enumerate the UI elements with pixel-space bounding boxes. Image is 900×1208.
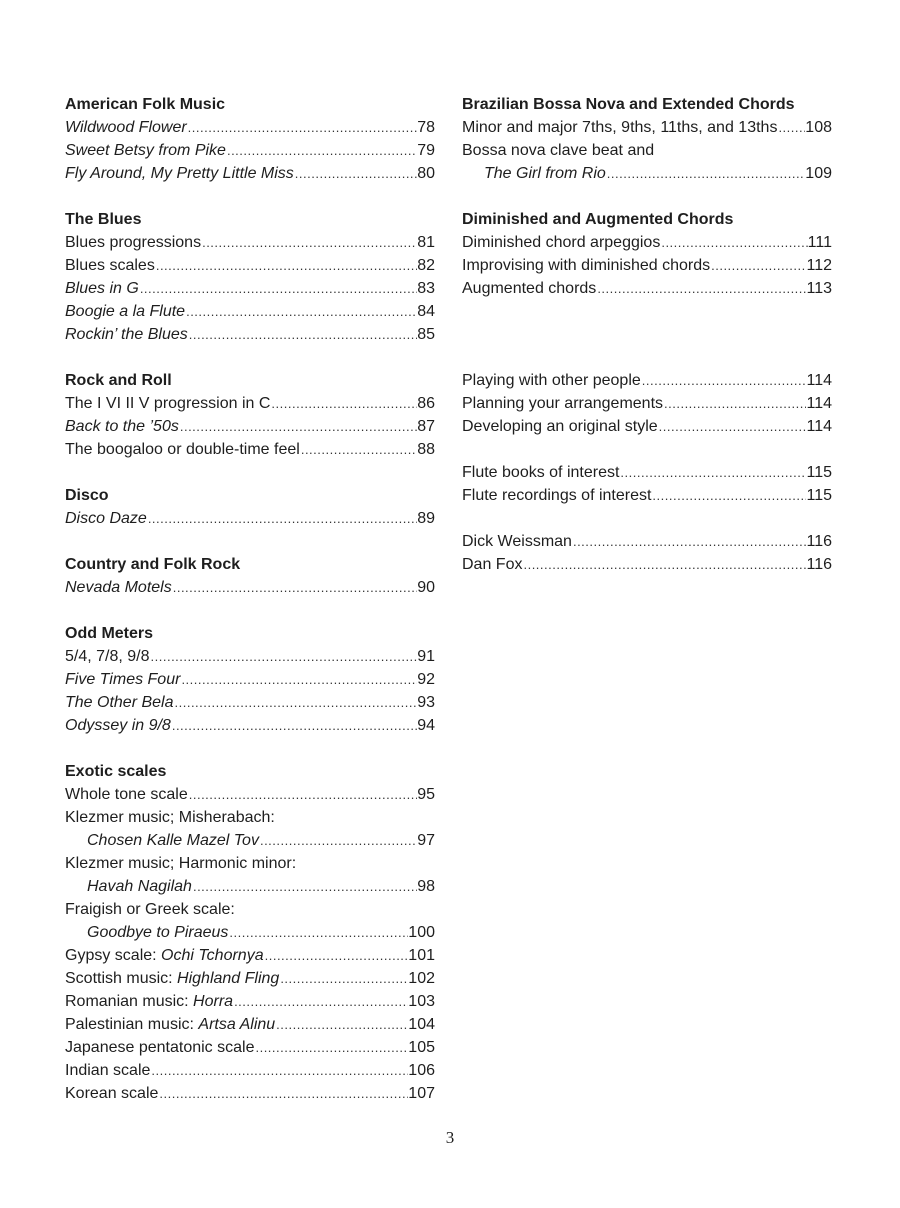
entry-text: Flute books of interest — [462, 464, 620, 481]
toc-entry-title — [65, 1059, 150, 1082]
toc-page-number: 103 — [408, 993, 435, 1010]
toc-entry-title — [462, 392, 663, 415]
dot-leader — [139, 277, 417, 300]
dot-leader — [179, 415, 417, 438]
toc-page-number: 93 — [417, 694, 435, 711]
toc-entry-title — [65, 829, 259, 852]
toc-entry-title — [462, 162, 606, 185]
toc-left-column — [65, 93, 435, 1105]
toc-page-number: 108 — [805, 119, 832, 136]
toc-entry[interactable] — [65, 944, 435, 967]
dot-leader — [663, 392, 806, 415]
section-gap — [462, 323, 832, 346]
toc-entry[interactable] — [462, 392, 832, 415]
toc-section — [462, 369, 832, 438]
toc-entry[interactable] — [462, 484, 832, 507]
entry-text: Korean scale — [65, 1085, 159, 1102]
dot-leader — [606, 162, 806, 185]
dot-leader — [710, 254, 806, 277]
toc-entry-lead: Klezmer music; Harmonic minor: — [65, 855, 297, 872]
song-title: Chosen Kalle Mazel Tov — [87, 832, 259, 849]
toc-entry[interactable] — [65, 829, 435, 852]
toc-entry[interactable] — [65, 783, 435, 806]
entry-text: The I VI II V progression in C — [65, 395, 271, 412]
entry-text: Gypsy scale: — [65, 947, 162, 964]
toc-entry[interactable] — [65, 277, 435, 300]
dot-leader — [185, 300, 417, 323]
dot-leader — [264, 944, 409, 967]
toc-entry-title — [65, 323, 188, 346]
song-title: Five Times Four — [65, 671, 181, 688]
toc-section — [462, 461, 832, 507]
dot-leader — [641, 369, 807, 392]
toc-page-number: 116 — [806, 556, 832, 573]
toc-page-number: 115 — [806, 464, 832, 481]
section-gap — [65, 530, 435, 553]
toc-entry[interactable] — [65, 231, 435, 254]
entry-text: Scottish music: — [65, 970, 178, 987]
toc-entry-title — [65, 875, 192, 898]
toc-entry[interactable] — [65, 162, 435, 185]
entry-text: Augmented chords — [462, 280, 597, 297]
dot-leader — [651, 484, 806, 507]
song-title: Blues in G — [65, 280, 139, 297]
toc-entry-title — [462, 553, 522, 576]
song-title: Disco Daze — [65, 510, 147, 527]
song-title: Goodbye to Piraeus — [87, 924, 229, 941]
toc-entry-lead: Fraigish or Greek scale: — [65, 901, 235, 918]
section-gap — [65, 599, 435, 622]
song-title: Back to the ’50s — [65, 418, 179, 435]
toc-entry-title — [65, 990, 233, 1013]
toc-entry-title — [65, 1013, 275, 1036]
toc-section — [65, 760, 435, 1105]
toc-entry-title — [462, 116, 777, 139]
entry-text: The boogaloo or double-time feel — [65, 441, 300, 458]
toc-section — [65, 369, 435, 461]
toc-entry-title — [462, 530, 572, 553]
section-gap — [462, 300, 832, 323]
toc-section — [65, 622, 435, 737]
entry-text: Developing an original style — [462, 418, 658, 435]
entry-text: Planning your arrangements — [462, 395, 664, 412]
dot-leader — [158, 1082, 408, 1105]
toc-entry-title — [65, 162, 294, 185]
toc-entry[interactable] — [65, 714, 435, 737]
dot-leader — [180, 668, 417, 691]
song-title: The Girl from Rio — [484, 165, 606, 182]
dot-leader — [522, 553, 806, 576]
toc-entry[interactable] — [65, 691, 435, 714]
toc-section — [462, 93, 832, 185]
toc-page-number: 106 — [408, 1062, 435, 1079]
toc-page-number: 92 — [417, 671, 435, 688]
song-title: Odyssey in 9/8 — [65, 717, 171, 734]
dot-leader — [201, 231, 417, 254]
toc-entry[interactable] — [65, 1059, 435, 1082]
dot-leader — [300, 438, 417, 461]
song-title: Nevada Motels — [65, 579, 172, 596]
toc-entry[interactable] — [65, 116, 435, 139]
toc-page-number: 80 — [417, 165, 435, 182]
toc-entry-title — [65, 944, 264, 967]
toc-section — [65, 553, 435, 599]
song-title: Boogie a la Flute — [65, 303, 186, 320]
song-title: Havah Nagilah — [87, 878, 192, 895]
toc-page-number: 115 — [806, 487, 832, 504]
toc-entry[interactable] — [462, 254, 832, 277]
song-title: The Other Bela — [65, 694, 174, 711]
toc-section — [462, 208, 832, 300]
toc-entry-title — [462, 254, 710, 277]
entry-text: Dan Fox — [462, 556, 523, 573]
toc-entry[interactable] — [462, 415, 832, 438]
toc-page-number: 98 — [417, 878, 435, 895]
dot-leader — [275, 1013, 408, 1036]
toc-entry-title — [65, 783, 188, 806]
toc-entry[interactable] — [65, 300, 435, 323]
dot-leader — [619, 461, 806, 484]
song-title: Wildwood Flower — [65, 119, 187, 136]
dot-leader — [174, 691, 418, 714]
entry-text: Improvising with diminished chords — [462, 257, 711, 274]
toc-page-number: 114 — [806, 395, 832, 412]
toc-page-number: 100 — [408, 924, 435, 941]
song-title: Horra — [193, 993, 234, 1010]
toc-entry-title — [65, 438, 300, 461]
toc-page-number: 107 — [408, 1085, 435, 1102]
toc-entry[interactable] — [65, 254, 435, 277]
toc-entry-title — [65, 714, 171, 737]
toc-page-number: 113 — [806, 280, 832, 297]
entry-text: Romanian music: — [65, 993, 194, 1010]
entry-text: Japanese pentatonic scale — [65, 1039, 255, 1056]
section-gap — [462, 346, 832, 369]
dot-leader — [155, 254, 417, 277]
toc-entry-title — [462, 277, 596, 300]
dot-leader — [226, 139, 417, 162]
toc-entry[interactable] — [65, 507, 435, 530]
section-gap — [462, 185, 832, 208]
toc-entry[interactable] — [462, 231, 832, 254]
toc-entry-title — [462, 369, 641, 392]
section-gap — [462, 438, 832, 461]
dot-leader — [259, 829, 417, 852]
toc-entry[interactable] — [65, 415, 435, 438]
toc-entry-title — [65, 254, 155, 277]
entry-text: Diminished chord arpeggios — [462, 234, 661, 251]
section-heading: Disco — [65, 487, 109, 504]
toc-entry-title — [65, 300, 185, 323]
toc-entry-title — [65, 415, 179, 438]
dot-leader — [172, 576, 417, 599]
toc-page-number: 84 — [417, 303, 435, 320]
toc-entry-lead: Bossa nova clave beat and — [462, 142, 655, 159]
toc-entry[interactable] — [462, 461, 832, 484]
toc-section — [462, 530, 832, 576]
dot-leader — [233, 990, 408, 1013]
entry-text: 5/4, 7/8, 9/8 — [65, 648, 150, 665]
section-heading: Brazilian Bossa Nova and Extended Chords — [462, 96, 795, 113]
toc-page-number: 85 — [417, 326, 435, 343]
dot-leader — [572, 530, 807, 553]
toc-entry-title — [462, 461, 619, 484]
toc-entry[interactable] — [65, 438, 435, 461]
toc-entry-title — [65, 139, 226, 162]
toc-entry[interactable] — [65, 967, 435, 990]
toc-page-number: 83 — [417, 280, 435, 297]
toc-page-number: 111 — [807, 234, 832, 251]
dot-leader — [254, 1036, 408, 1059]
toc-entry[interactable] — [65, 1013, 435, 1036]
toc-entry-title — [65, 231, 201, 254]
toc-entry[interactable] — [65, 921, 435, 944]
toc-entry-title — [65, 645, 150, 668]
entry-text: Dick Weissman — [462, 533, 572, 550]
toc-entry[interactable] — [462, 162, 832, 185]
toc-page-number: 95 — [417, 786, 435, 803]
section-heading: Exotic scales — [65, 763, 167, 780]
toc-entry-title — [462, 484, 651, 507]
toc-page-number: 101 — [408, 947, 435, 964]
section-heading: The Blues — [65, 211, 142, 228]
toc-entry[interactable] — [65, 139, 435, 162]
toc-page-number: 116 — [806, 533, 832, 550]
toc-entry[interactable] — [462, 553, 832, 576]
section-gap — [65, 346, 435, 369]
toc-entry[interactable] — [462, 277, 832, 300]
toc-page-number: 91 — [417, 648, 435, 665]
toc-entry[interactable] — [65, 990, 435, 1013]
toc-entry[interactable] — [462, 116, 832, 139]
entry-text: Flute recordings of interest — [462, 487, 652, 504]
song-title: Rockin’ the Blues — [65, 326, 188, 343]
toc-entry[interactable] — [462, 530, 832, 553]
toc-entry-title — [462, 415, 658, 438]
entry-text: Indian scale — [65, 1062, 151, 1079]
dot-leader — [660, 231, 807, 254]
toc-entry[interactable] — [65, 1036, 435, 1059]
toc-page-number: 86 — [417, 395, 435, 412]
dot-leader — [188, 783, 417, 806]
dot-leader — [270, 392, 417, 415]
toc-page-number: 112 — [806, 257, 832, 274]
toc-entry[interactable] — [65, 576, 435, 599]
section-gap — [462, 507, 832, 530]
toc-entry-title — [462, 231, 660, 254]
toc-page-number: 78 — [417, 119, 435, 136]
section-gap — [65, 185, 435, 208]
section-heading: Rock and Roll — [65, 372, 172, 389]
song-title: Artsa Alinu — [198, 1016, 276, 1033]
toc-page-number: 87 — [417, 418, 435, 435]
entry-text: Minor and major 7ths, 9ths, 11ths, and 13ths — [462, 119, 778, 136]
toc-page-number: 109 — [805, 165, 832, 182]
section-heading: Diminished and Augmented Chords — [462, 211, 734, 228]
toc-entry[interactable] — [65, 645, 435, 668]
dot-leader — [147, 507, 417, 530]
section-heading: Odd Meters — [65, 625, 154, 642]
song-title: Fly Around, My Pretty Little Miss — [65, 165, 294, 182]
toc-entry[interactable] — [65, 875, 435, 898]
dot-leader — [150, 1059, 408, 1082]
toc-entry[interactable] — [462, 369, 832, 392]
toc-entry-title — [65, 507, 147, 530]
dot-leader — [228, 921, 408, 944]
section-gap — [65, 461, 435, 484]
toc-right-column — [462, 93, 832, 576]
toc-section — [65, 208, 435, 346]
toc-entry-title — [65, 576, 172, 599]
dot-leader — [777, 116, 805, 139]
dot-leader — [192, 875, 417, 898]
toc-entry-lead: Klezmer music; Misherabach: — [65, 809, 275, 826]
entry-text: Palestinian music: — [65, 1016, 199, 1033]
toc-page-number: 79 — [417, 142, 435, 159]
toc-entry-title — [65, 392, 270, 415]
toc-page-number: 82 — [417, 257, 435, 274]
section-heading: Country and Folk Rock — [65, 556, 241, 573]
dot-leader — [294, 162, 417, 185]
page-number: 3 — [445, 1128, 455, 1147]
toc-page-number: 89 — [417, 510, 435, 527]
toc-entry-title — [65, 668, 180, 691]
toc-entry[interactable] — [65, 323, 435, 346]
dot-leader — [596, 277, 806, 300]
section-gap — [65, 737, 435, 760]
dot-leader — [187, 116, 418, 139]
toc-entry[interactable] — [65, 668, 435, 691]
entry-text: Blues scales — [65, 257, 155, 274]
section-heading: American Folk Music — [65, 96, 226, 113]
toc-entry-title — [65, 277, 139, 300]
entry-text: Playing with other people — [462, 372, 641, 389]
toc-page-number: 97 — [417, 832, 435, 849]
dot-leader — [150, 645, 418, 668]
toc-page-number: 94 — [417, 717, 435, 734]
toc-page-number: 104 — [408, 1016, 435, 1033]
entry-text: Blues progressions — [65, 234, 202, 251]
toc-page-number: 105 — [408, 1039, 435, 1056]
toc-entry-title — [65, 116, 187, 139]
toc-entry-title — [65, 1036, 254, 1059]
toc-page-number: 102 — [408, 970, 435, 987]
song-title: Sweet Betsy from Pike — [65, 142, 226, 159]
entry-text: Whole tone scale — [65, 786, 188, 803]
toc-section — [65, 484, 435, 530]
dot-leader — [658, 415, 807, 438]
song-title: Ochi Tchornya — [161, 947, 264, 964]
toc-entry-title — [65, 921, 228, 944]
toc-entry-title — [65, 691, 174, 714]
dot-leader — [171, 714, 417, 737]
toc-page-number: 88 — [417, 441, 435, 458]
toc-entry[interactable] — [65, 1082, 435, 1105]
toc-entry[interactable] — [65, 392, 435, 415]
song-title: Highland Fling — [177, 970, 280, 987]
toc-page-number: 114 — [806, 418, 832, 435]
toc-entry-title — [65, 1082, 158, 1105]
toc-page-number: 81 — [417, 234, 435, 251]
toc-section — [65, 93, 435, 185]
dot-leader — [279, 967, 408, 990]
dot-leader — [188, 323, 417, 346]
toc-page-number: 114 — [806, 372, 832, 389]
toc-entry-title — [65, 967, 279, 990]
toc-page-number: 90 — [417, 579, 435, 596]
